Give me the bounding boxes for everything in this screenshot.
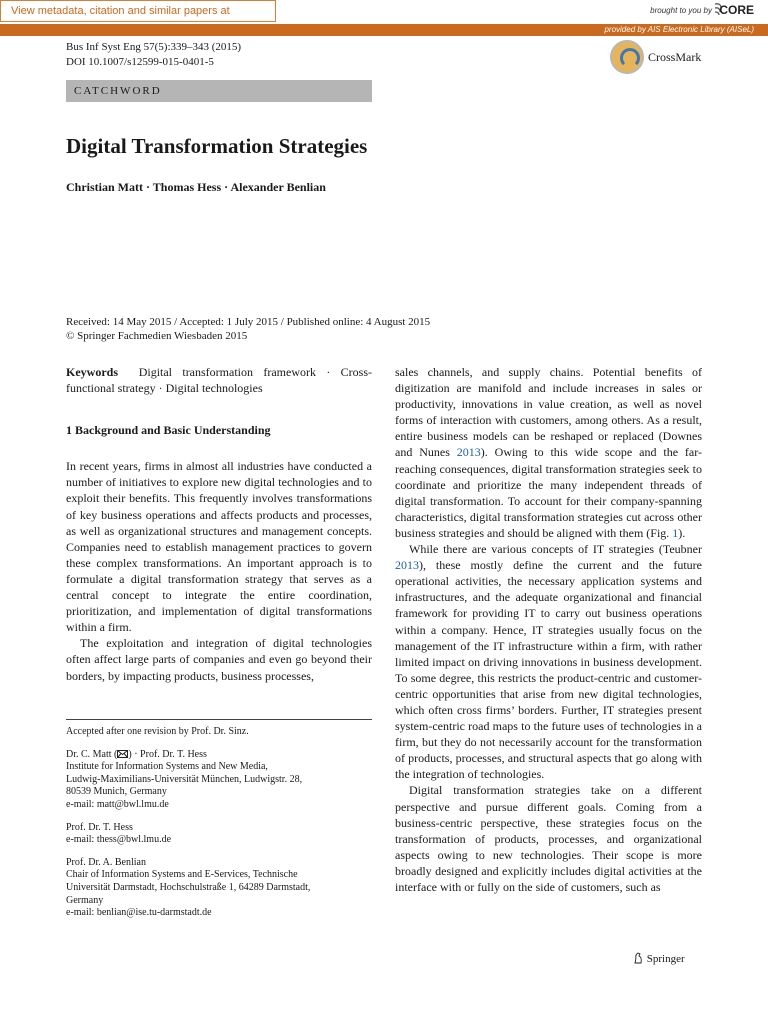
left-column bbox=[66, 364, 372, 684]
catchword-banner: CATCHWORD bbox=[66, 80, 372, 102]
benlian-name: Prof. Dr. A. Benlian bbox=[66, 856, 146, 868]
hess-name: Prof. Dr. T. Hess bbox=[66, 821, 133, 833]
matt-affiliation-line4: 80539 Munich, Germany bbox=[66, 786, 167, 798]
keywords-label: Keywords bbox=[66, 365, 118, 379]
crossmark-label: CrossMark bbox=[648, 50, 702, 64]
article-authors: Christian Matt · Thomas Hess · Alexander Benlian bbox=[66, 180, 326, 194]
right-column bbox=[395, 364, 702, 895]
crossmark-icon bbox=[610, 40, 644, 74]
figure-link[interactable]: 1 bbox=[672, 525, 679, 540]
footnote-divider bbox=[66, 719, 372, 720]
keywords-text: Digital transformation framework · Cross-functional strategy · Digital technologies bbox=[66, 365, 372, 396]
matt-affiliation-line3: Ludwig-Maximilians-Universität München, Ludwigstr. 28, bbox=[66, 773, 303, 785]
paragraph: While there are various concepts of IT strategies (Teubner 2013), these mostly define the current and the future operational activities, the necessary application systems and infrastructures, and the adequate organizational and financial framework for providing IT to carry out business operations within a company. Hence, IT strategies usually focus on the management of the IT infrastructure within a firm, with rather limited impact on driving innovations in business development. To some degree, this restricts the product-centric and customer-centric opportunities that arise from new digital technologies, which often cross firms’ borders. Further, IT strategies present system-centric road maps to the future uses of technologies in a firm, but they do not necessarily account for the transformation of products, processes, and structural aspects that go along with the integration of technologies. bbox=[395, 542, 702, 782]
publication-history bbox=[66, 315, 430, 343]
publisher-logo bbox=[632, 952, 685, 965]
author-footnotes bbox=[66, 726, 372, 920]
provided-by-text: provided by AIS Electronic Library (AISeL) bbox=[604, 25, 754, 34]
journal-citation: Bus Inf Syst Eng 57(5):339–343 (2015) bbox=[66, 41, 242, 53]
core-banner bbox=[0, 0, 768, 24]
publisher-name: Springer bbox=[646, 953, 685, 965]
matt-affiliation-line2: Institute for Information Systems and New Media, bbox=[66, 761, 268, 773]
matt-email[interactable]: e-mail: matt@bwl.lmu.de bbox=[66, 798, 169, 810]
keywords bbox=[66, 364, 372, 396]
paragraph: The exploitation and integration of digital technologies often affect large parts of companies and even go beyond their borders, by impacting products, business processes, bbox=[66, 636, 372, 683]
provider-strip bbox=[0, 24, 768, 36]
section-heading: 1 Background and Basic Understanding bbox=[66, 423, 271, 438]
brought-to-you-text: brought to you by bbox=[650, 6, 712, 15]
matt-affiliation-line1: Dr. C. Matt ( ) · Prof. Dr. T. Hess bbox=[66, 748, 207, 760]
benlian-email[interactable]: e-mail: benlian@ise.tu-darmstadt.de bbox=[66, 907, 212, 919]
paragraph: Digital transformation strategies take on a different perspective and pursue different goals. Coming from a business-centric perspective, these strategies focus on the transformation of products, processes, and organizational aspects owing to new technologies. Their scope is more broadly designed and explicitly includes digital activities at the interface with or fully on the side of customers, such as bbox=[395, 783, 702, 894]
envelope-icon[interactable] bbox=[117, 750, 128, 758]
accepted-note: Accepted after one revision by Prof. Dr. Sinz. bbox=[66, 726, 249, 737]
journal-info bbox=[66, 40, 241, 70]
benlian-affiliation-line3: Universität Darmstadt, Hochschulstraße 1, 64289 Darmstadt, bbox=[66, 881, 311, 893]
core-logo[interactable]: CORE bbox=[719, 3, 754, 17]
crossmark-badge[interactable] bbox=[610, 40, 720, 76]
received-dates: Received: 14 May 2015 / Accepted: 1 July 2015 / Published online: 4 August 2015 bbox=[66, 316, 431, 328]
journal-doi: DOI 10.1007/s12599-015-0401-5 bbox=[66, 56, 214, 68]
paragraph: sales channels, and supply chains. Potential benefits of digitization are manifold and include increases in sales or productivity, innovations in value creation, as well as novel forms of interaction with customers, among others. As a result, entire business models can be reshaped or replaced (Downes and Nunes 2013). Owing to this wide scope and the far-reaching consequences, digital transformation strategies seek to coordinate and prioritize the many independent threads of digital transformation. To account for their company-spanning characteristics, digital transformation strategies cut across other business strategies and should be aligned with them (Fig. 1). bbox=[395, 365, 702, 540]
hess-email[interactable]: e-mail: thess@bwl.lmu.de bbox=[66, 834, 172, 846]
benlian-affiliation-line2: Chair of Information Systems and E-Services, Technische bbox=[66, 869, 298, 881]
core-metadata-link-box[interactable] bbox=[0, 0, 276, 22]
core-meta-text: View metadata, citation and similar papers at bbox=[11, 5, 230, 17]
paragraph: In recent years, firms in almost all industries have conducted a number of initiatives to explore new digital technologies and to exploit their benefits. This frequently involves transformations of key business operations and affects products and processes, as well as organizational structures and management concepts. Companies need to establish management practices to govern these complex transformations. An important approach is to formulate a digital transformation strategy that serves as a central concept to integrate the entire coordination, prioritization, and implementation of digital transformations within a firm. bbox=[66, 459, 372, 635]
citation-link[interactable]: 2013 bbox=[456, 445, 481, 460]
springer-horse-icon bbox=[632, 952, 644, 964]
article-title: Digital Transformation Strategies bbox=[66, 134, 368, 158]
benlian-affiliation-line4: Germany bbox=[66, 894, 104, 906]
citation-link[interactable]: 2013 bbox=[395, 558, 419, 573]
copyright-line: © Springer Fachmedien Wiesbaden 2015 bbox=[66, 330, 248, 342]
